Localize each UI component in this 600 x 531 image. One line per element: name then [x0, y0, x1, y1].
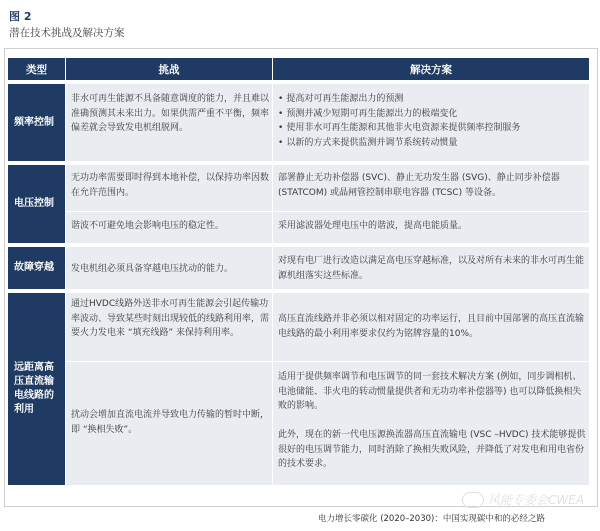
- challenge-voltage-harmonics: 谐波不可避免地会影响电压的稳定性。: [71, 221, 225, 231]
- challenge-hvdc-commutation: 扰动会增加直流电流并导致电力传输的暂时中断，即 “换相失败”。: [71, 410, 270, 435]
- solution-frequency-item: • 预测并减少短期可再生能源出力的极端变化: [278, 107, 586, 122]
- type-hvdc-utilization: 远距离高压直流输电线路的利用: [8, 293, 65, 485]
- header-challenge: 挑战: [66, 58, 272, 80]
- solution-hvdc-commutation-1: 适用于提供频率调节和电压调节的同一套技术解决方案 (例如，同步调相机、电池储能、非火电的转动惯量提供者和无功功率补偿器等) 也可以降低换相失败的影响。: [278, 372, 582, 411]
- header-type: 类型: [8, 58, 65, 80]
- wechat-logo-icon: [462, 492, 484, 508]
- type-voltage-control: 电压控制: [8, 165, 65, 243]
- solution-voltage-harmonics: 采用滤波器处理电压中的谐波，提高电能质量。: [278, 221, 468, 231]
- header-solution: 解决方案: [273, 58, 589, 80]
- figure-caption: 潜在技术挑战及解决方案: [9, 27, 125, 39]
- page-footer: 电力增长零碳化 (2020–2030)：中国实现碳中和的必经之路: [318, 514, 545, 524]
- solution-hvdc-utilization: 高压直流线路并非必须以相对固定的功率运行，且目前中国部署的高压直流输电线路的最小利用率要求仅约为铭牌容量的10%。: [278, 314, 585, 339]
- challenge-voltage-reactive: 无功功率需要即时得到本地补偿，以保持功率因数在允许范围内。: [71, 173, 270, 198]
- row-divider: [66, 361, 589, 362]
- figure-label: 图 2: [9, 10, 32, 23]
- solution-frequency-list: [278, 92, 586, 150]
- challenge-hvdc-fluctuation: 通过HVDC线路外送非水可再生能源会引起传输功率波动、导致某些时刻出现较低的线路利用率，需要火力发电来 “填充线路” 来保持利用率。: [71, 299, 270, 338]
- type-fault-ride-through: 故障穿越: [8, 247, 65, 289]
- solution-hvdc-commutation-2: 此外，现在的新一代电压源换流器高压直流输电 (VSC –HVDC) 技术能够提供很好的电压调节能力，同时消除了换相失败风险，并降低了对发电和用电省份的技术要求。: [278, 430, 586, 469]
- row-divider: [66, 211, 589, 212]
- watermark-text: 风能专委会CWEA: [488, 493, 585, 507]
- solution-frequency-item: • 以新的方式来提供监测并调节系统转动惯量: [278, 136, 586, 151]
- challenge-frequency: 非水可再生能源不具备随意调度的能力，并且难以准确预测其未来出力。如果供需严重不平衡，频率偏差就会导致发电机组脱网。: [71, 94, 270, 133]
- solution-fault: 对现有电厂进行改造以满足高电压穿越标准，以及对所有未来的非水可再生能源机组落实这些标准。: [278, 256, 585, 281]
- type-frequency-control: 频率控制: [8, 84, 65, 161]
- challenge-fault: 发电机组必须具备穿越电压扰动的能力。: [71, 264, 234, 274]
- solution-frequency-item: • 使用非水可再生能源和其他非火电资源来提供频率控制服务: [278, 121, 586, 136]
- column-divider: [65, 58, 66, 485]
- solution-voltage-reactive: 部署静止无功补偿器 (SVC)、静止无功发生器 (SVG)、静止同步补偿器 (STATCOM) 或晶闸管控制串联电容器 (TCSC) 等设备。: [278, 173, 560, 198]
- watermark: [462, 491, 584, 508]
- solution-frequency-item: • 提高对可再生能源出力的预测: [278, 92, 586, 107]
- column-divider: [272, 58, 273, 485]
